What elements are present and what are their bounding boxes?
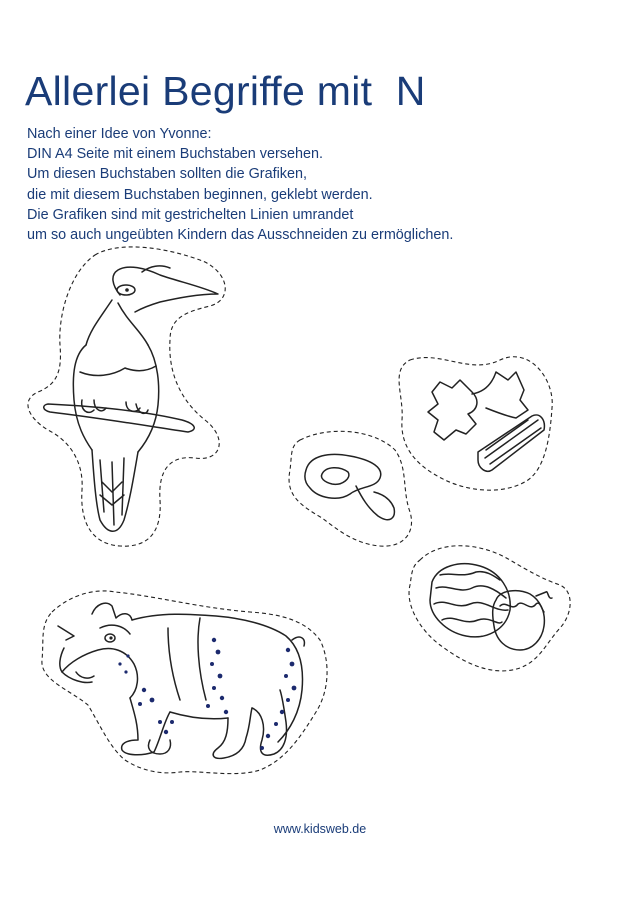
description-line: Nach einer Idee von Yvonne:: [27, 126, 212, 142]
rhino-spots: [118, 638, 296, 750]
description-line: die mit diesem Buchstaben beginnen, geklebt werden.: [27, 186, 373, 203]
rhinoceros-cutout: [42, 591, 327, 774]
description-line: um so auch ungeübten Kindern das Ausschneiden zu ermöglichen.: [27, 227, 454, 244]
description-line: Um diesen Buchstaben sollten die Grafiken,: [27, 166, 307, 183]
hornbill-cutout: [28, 247, 225, 546]
pacifier-cutout: [289, 431, 411, 546]
page-title: Allerlei Begriffe mit N: [25, 68, 426, 114]
pasta-cutout: [399, 357, 552, 490]
description-line: DIN A4 Seite mit einem Buchstaben versehen.: [27, 146, 323, 163]
nuts-cutout: [409, 546, 570, 671]
footer-url: www.kidsweb.de: [273, 822, 367, 836]
description-line: Die Grafiken sind mit gestrichelten Linien umrandet: [27, 206, 354, 223]
